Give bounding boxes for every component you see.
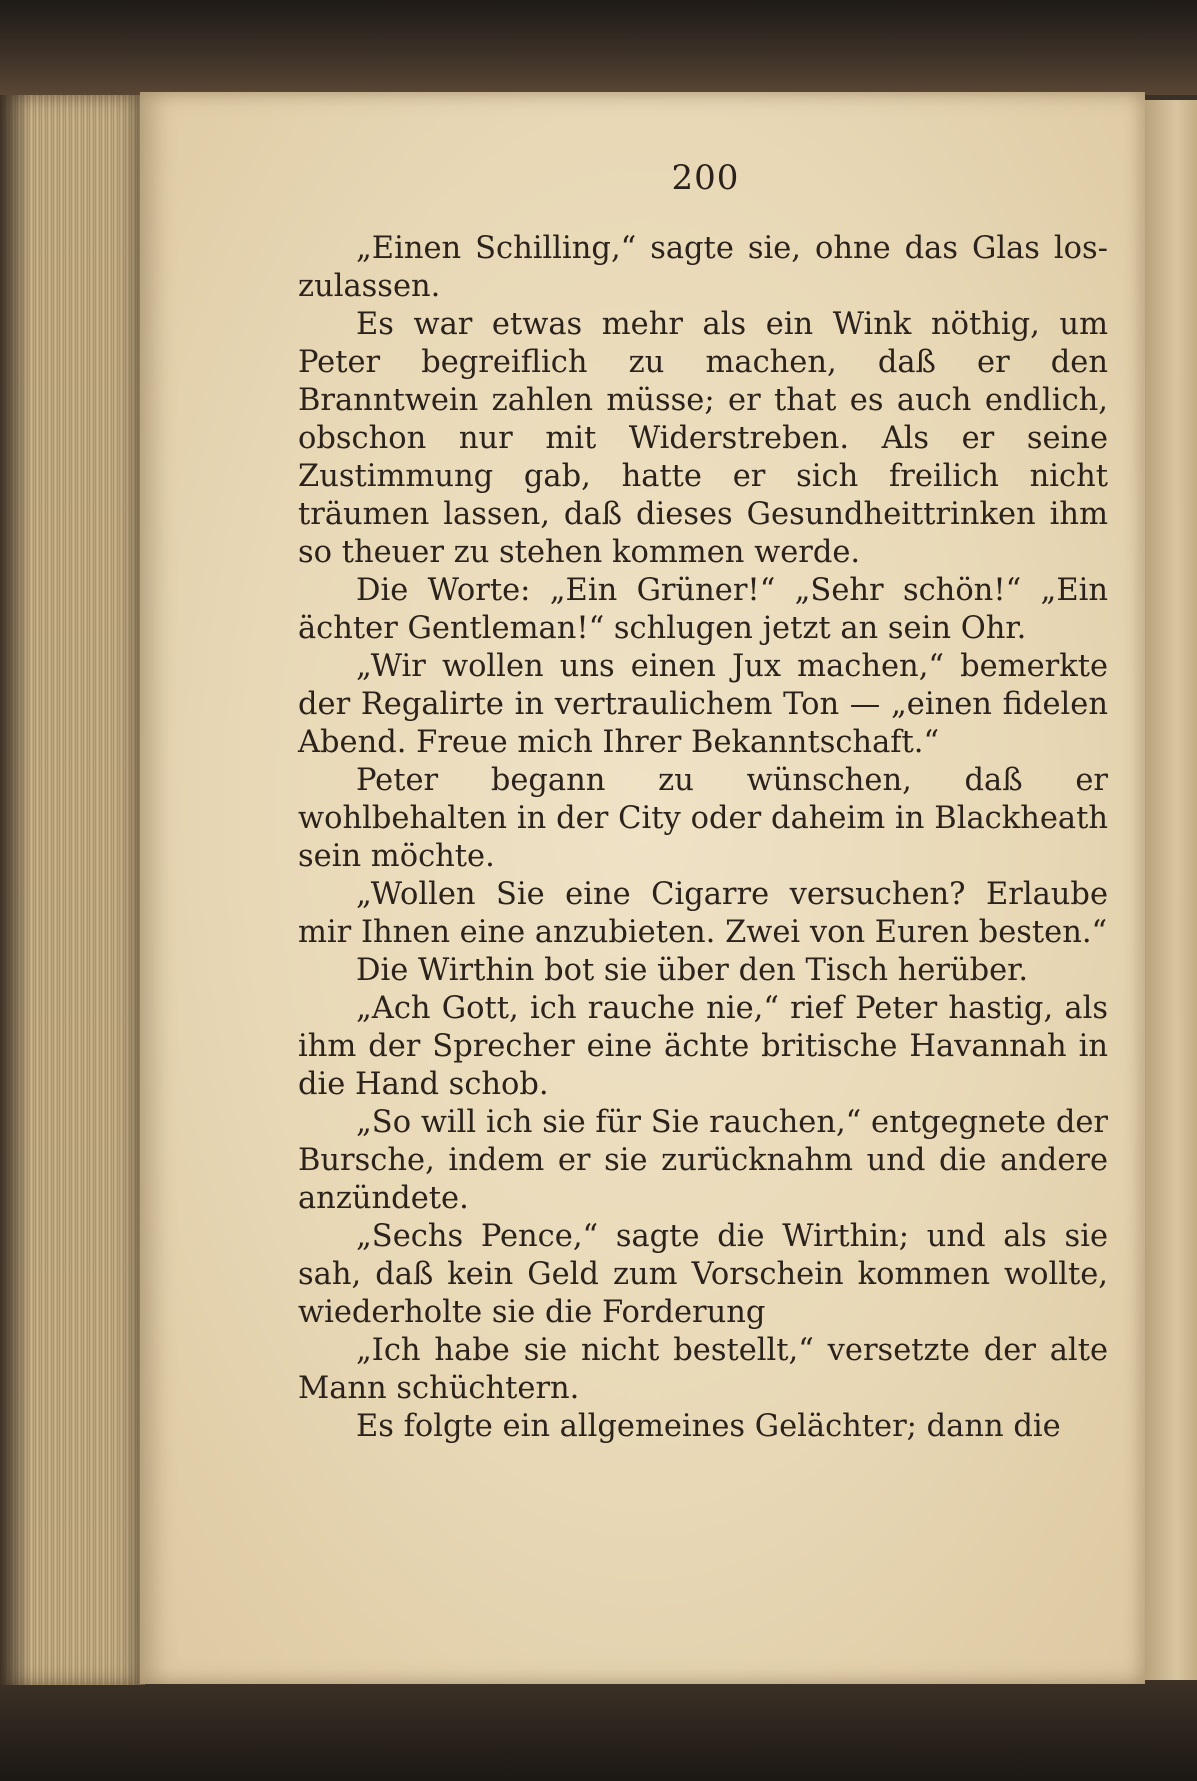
page-number: 200 [671,158,740,198]
paragraph: Die Worte: „Ein Grüner!“ „Sehr schön!“ „Ein ächter Gentleman!“ schlugen jetzt an sein Ohr. [298,573,1108,646]
paragraph: „Wollen Sie eine Cigarre versuchen? Erlaube mir Ihnen eine anzubieten. Zwei von Euren besten.“ [298,877,1108,950]
paragraph: „Ich habe sie nicht bestellt,“ versetzte der alte Mann schüchtern. [298,1333,1108,1406]
paragraph: Die Wirthin bot sie über den Tisch herüber. [356,953,1029,988]
page-text [298,230,1108,1446]
paragraph: „Einen Schilling,“ sagte sie, ohne das Glas los-zulassen. [298,231,1108,304]
paragraph: Peter begann zu wünschen, daß er wohlbehalten in der City oder daheim in Blackheath sein möchte. [298,763,1108,874]
paragraph: „Sechs Pence,“ sagte die Wirthin; und als sie sah, daß kein Geld zum Vorschein kommen wollte, wiederholte sie die Forderung [298,1219,1108,1330]
book-cover-bottom [0,1680,1197,1781]
paragraph: „Wir wollen uns einen Jux machen,“ bemerkte der Regalirte in vertraulichem Ton — „einen fidelen Abend. Freue mich Ihrer Bekanntschaft.“ [298,649,1108,760]
book-cover-top [0,0,1197,95]
paragraph: Es war etwas mehr als ein Wink nöthig, um Peter begreiflich zu machen, daß er den Branntwein zahlen müsse; er that es auch endlich, obschon nur mit Widerstreben. Als er seine Zustimmung gab, hatte er sich freilich nicht träumen lassen, daß dieses Gesundheittrinken ihm so theuer zu stehen kommen werde. [298,307,1108,570]
page-edges-shadow [0,95,30,1685]
next-page-edge [1145,100,1197,1680]
paragraph: Es folgte ein allgemeines Gelächter; dann die [356,1409,1061,1444]
paragraph: „Ach Gott, ich rauche nie,“ rief Peter hastig, als ihm der Sprecher eine ächte britische Havannah in die Hand schob. [298,991,1108,1102]
paragraph: „So will ich sie für Sie rauchen,“ entgegnete der Bursche, indem er sie zurücknahm und die andere anzündete. [298,1105,1108,1216]
